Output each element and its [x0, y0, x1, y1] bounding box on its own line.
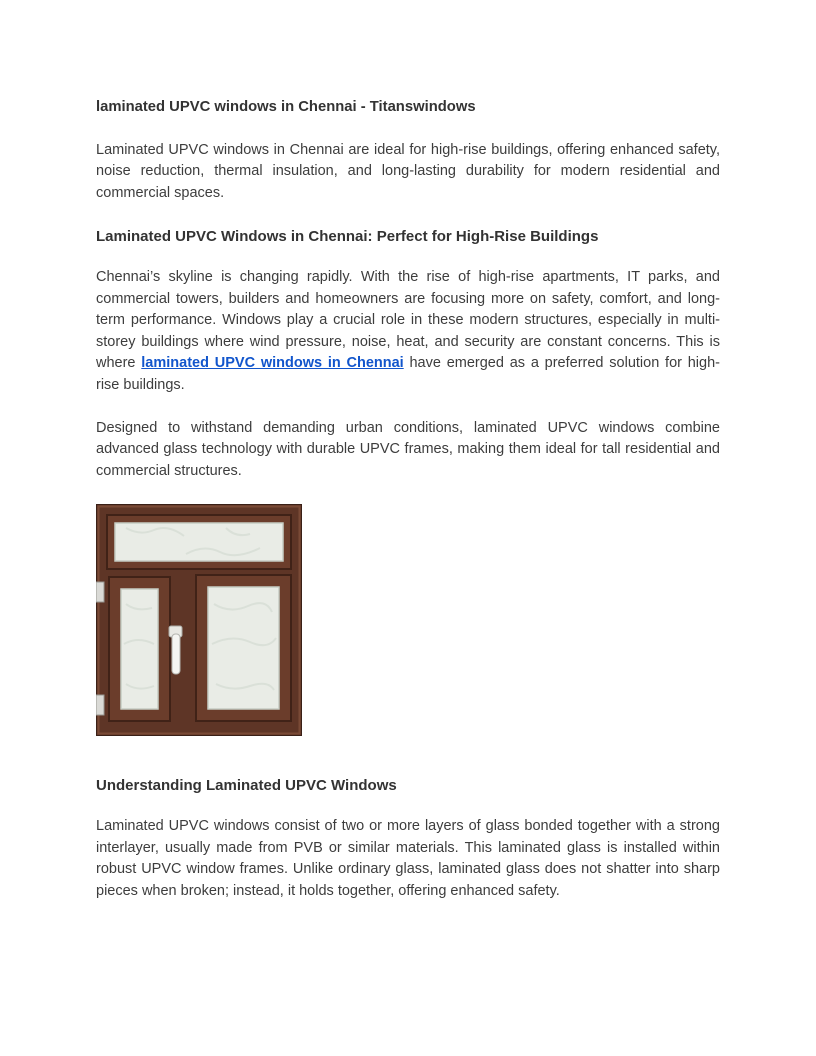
upvc-window-image — [96, 504, 302, 736]
upvc-window-graphic — [96, 504, 302, 736]
window-hinge-top — [96, 582, 104, 602]
paragraph-understanding: Laminated UPVC windows consist of two or more layers of glass bonded together with a strong interlayer, usually made from PVB or similar materials. This laminated glass is installed within robust UPVC window frames. Unlike ordinary glass, laminated glass does not shatter into sharp pieces when broken; instead, it holds together, offering enhanced safety. — [96, 818, 720, 899]
window-left-pane — [121, 589, 158, 709]
window-hinge-bottom — [96, 695, 104, 715]
laminated-upvc-windows-link[interactable]: laminated UPVC windows in Chennai — [141, 355, 404, 372]
window-top-pane — [115, 523, 283, 561]
page-title: laminated UPVC windows in Chennai - Titanswindows — [96, 99, 476, 115]
section-heading-understanding: Understanding Laminated UPVC Windows — [96, 777, 397, 795]
section-heading-highrise: Laminated UPVC Windows in Chennai: Perfect for High-Rise Buildings — [96, 228, 599, 246]
paragraph-highrise-text-after: have emerged as a preferred solution for high-rise buildings. — [96, 355, 720, 393]
paragraph-highrise — [96, 267, 720, 396]
paragraph-highrise-text-before: Chennai’s skyline is changing rapidly. With the rise of high-rise apartments, IT parks, and commercial towers, builders and homeowners are focusing more on safety, comfort, and long-term performance. Windows play a crucial role in these modern structures, especially in multi-storey buildings where wind pressure, noise, heat, and security are constant concerns. This is where — [96, 269, 720, 372]
intro-paragraph: Laminated UPVC windows in Chennai are ideal for high-rise buildings, offering enhanced safety, noise reduction, thermal insulation, and long-lasting durability for modern residential and commercial spaces. — [96, 141, 720, 201]
paragraph-designed: Designed to withstand demanding urban conditions, laminated UPVC windows combine advanced glass technology with durable UPVC frames, making them ideal for tall residential and commercial structures. — [96, 419, 720, 479]
